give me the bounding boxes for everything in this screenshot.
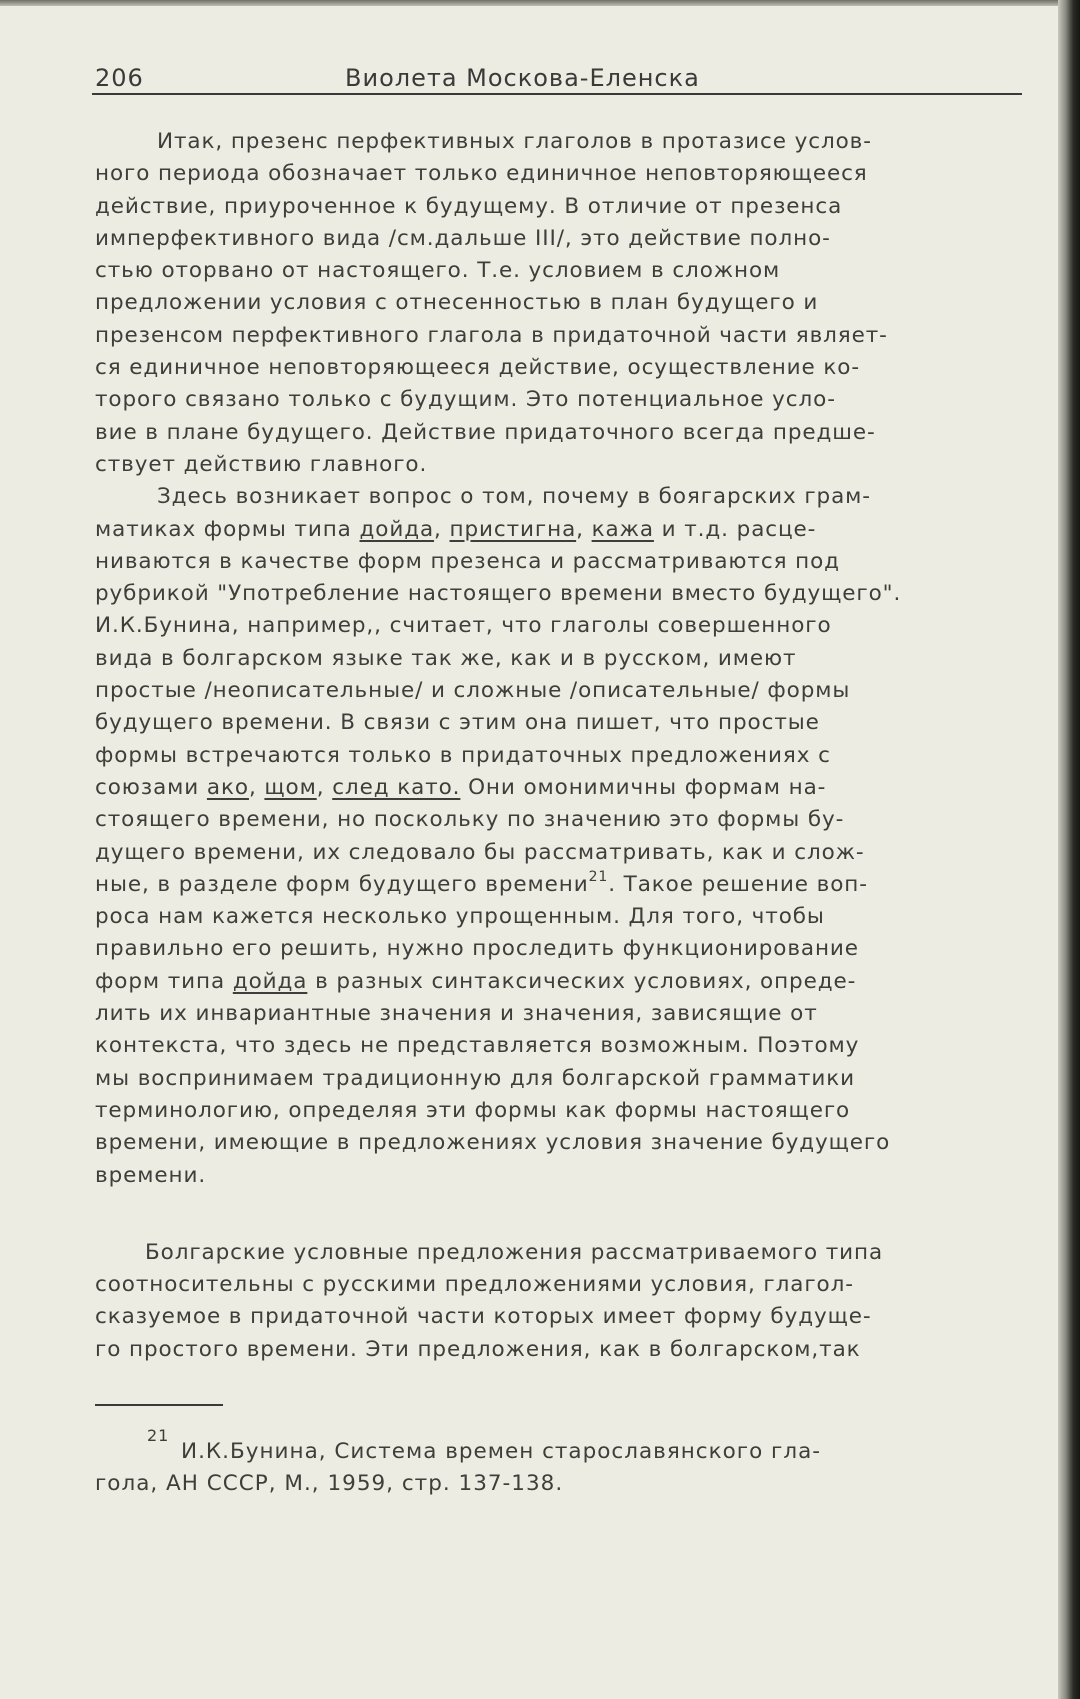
text-line: стоящего времени, но поскольку по значению это формы бу-: [95, 807, 845, 833]
example-word: кажа: [591, 516, 654, 542]
text-line: правильно его решить, нужно проследить функционирование: [95, 936, 859, 962]
scan-top-shadow: [0, 0, 1060, 6]
running-head: Виолета Москова-Еленска: [345, 64, 700, 92]
text-line: союзами ако, щом, след като. Они омонимичны формам на-: [95, 774, 827, 800]
text-line: Болгарские условные предложения рассматриваемого типа: [145, 1239, 884, 1265]
text-line: лить их инвариантные значения и значения, зависящие от: [95, 1001, 818, 1027]
example-word: дойда: [232, 968, 308, 994]
text-line: времени, имеющие в предложениях условия значение будущего: [95, 1130, 891, 1156]
text-line: вие в плане будущего. Действие придаточного всегда предше-: [95, 419, 876, 445]
text-line: дущего времени, их следовало бы рассматривать, как и слож-: [95, 839, 865, 865]
example-word: пристигна: [449, 516, 577, 542]
text-line: ные, в разделе форм будущего времени$^{21}$. Такое решение воп-: [95, 868, 868, 897]
footnote: [95, 1414, 1025, 1500]
text-line: Итак, презенс перфективных глаголов в протазисе услов-: [157, 129, 872, 154]
conjunction-word: ако: [206, 774, 249, 800]
text-line: роса нам кажется несколько упрощенным. Для того, чтобы: [95, 904, 825, 930]
scan-binding-edge: [1058, 0, 1080, 1699]
text-line: ся единичное неповторяющееся действие, осуществление ко-: [95, 355, 860, 381]
text-line: времени.: [95, 1162, 207, 1188]
example-word: дойда: [359, 516, 435, 542]
text-line: ниваются в качестве форм презенса и рассматриваются под: [95, 548, 840, 574]
text-line: Здесь возникает вопрос о том, почему в боягарских грам-: [157, 484, 871, 510]
footnote-reference[interactable]: 21: [588, 868, 609, 885]
paragraph-2: [95, 481, 1025, 1192]
text-line: сказуемое в придаточной части которых имеет форму будуще-: [95, 1304, 872, 1330]
text-line: ствует действию главного.: [95, 451, 428, 477]
text-line: действие, приуроченное к будущему. В отличие от презенса: [95, 193, 843, 219]
paragraph-1: [95, 126, 1025, 481]
paragraph-3: [95, 1237, 1025, 1366]
text-line: мы воспринимаем традиционную для болгарской грамматики: [95, 1065, 855, 1091]
conjunction-word: след като.: [332, 774, 461, 800]
text-line: презенсом перфективного глагола в придаточной части являет-: [95, 322, 888, 348]
text-line: формы встречаются только в придаточных предложениях с: [95, 742, 831, 768]
footnote-line: гола, АН СССР, М., 1959, стр. 137-138.: [95, 1471, 564, 1496]
footnote-line: И.К.Бунина, Система времен старославянского гла-: [181, 1439, 822, 1464]
text-line: будущего времени. В связи с этим она пишет, что простые: [95, 710, 820, 736]
text-line: торого связано только с будущим. Это потенциальное усло-: [95, 387, 836, 413]
footnote-mark: 21: [147, 1426, 170, 1445]
text-line: соотносительны с русскими предложениями условия, глагол-: [95, 1272, 854, 1298]
header-rule: [92, 93, 1022, 95]
text-line: матиках формы типа дойда, пристигна, кажа и т.д. расце-: [95, 516, 817, 542]
text-line: терминологию, определяя эти формы как формы настоящего: [95, 1097, 851, 1123]
text-line: го простого времени. Эти предложения, как в болгарском,так: [95, 1336, 861, 1362]
conjunction-word: щом: [264, 774, 317, 800]
text-line: стью оторвано от настоящего. Т.е. условием в сложном: [95, 258, 781, 284]
text-line: рубрикой "Употребление настоящего времени вместо будущего".: [95, 581, 902, 607]
page-number: 206: [95, 64, 144, 92]
body-text: [95, 126, 1025, 1366]
text-line: форм типа дойда в разных синтаксических условиях, опреде-: [95, 968, 857, 994]
text-line: предложении условия с отнесенностью в план будущего и: [95, 290, 819, 316]
text-line: имперфективного вида /см.дальше III/, это действие полно-: [95, 225, 831, 251]
page-header: [95, 60, 1025, 94]
text-line: простые /неописательные/ и сложные /описательные/ формы: [95, 678, 851, 704]
text-line: вида в болгарском языке так же, как и в русском, имеют: [95, 645, 797, 671]
footnote-rule: [95, 1404, 223, 1406]
text-line: контекста, что здесь не представляется возможным. Поэтому: [95, 1033, 860, 1059]
paragraph-gap: [95, 1192, 1025, 1237]
text-line: И.К.Бунина, например,, считает, что глаголы совершенного: [95, 613, 832, 639]
text-line: ного периода обозначает только единичное неповторяющееся: [95, 161, 868, 187]
